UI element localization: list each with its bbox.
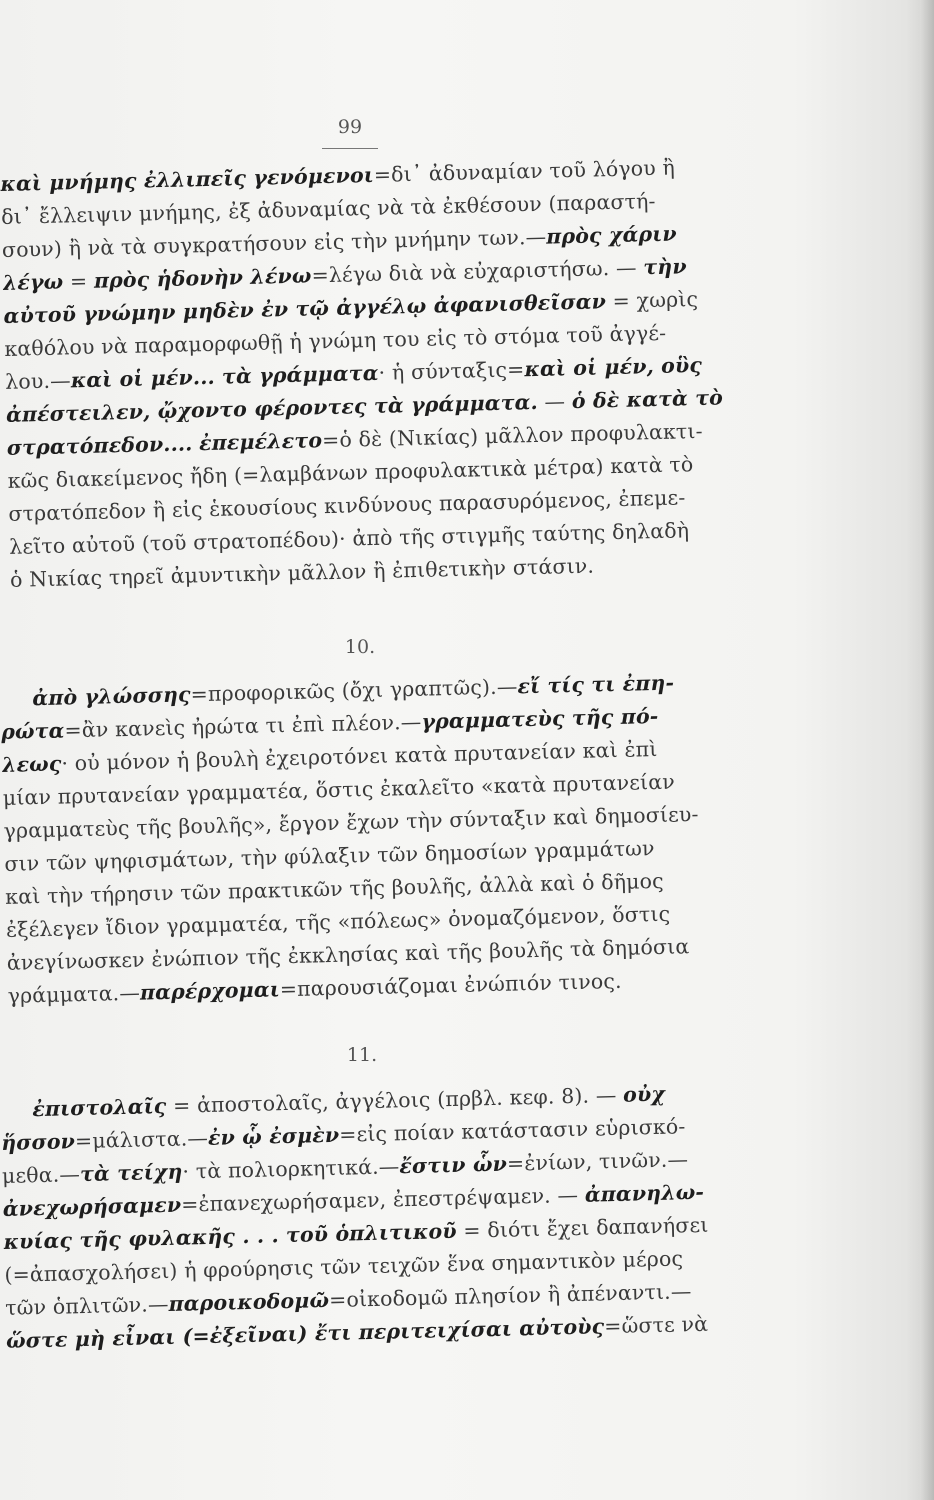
lemma-term: ρώτα bbox=[0, 718, 65, 744]
lemma-term: ἀπὸ γλώσσης bbox=[32, 682, 191, 711]
gloss-text: =ὁ δὲ (Νικίας) μᾶλλον προφυλακτι- bbox=[321, 418, 703, 453]
gloss-text: μεθα.— bbox=[1, 1162, 81, 1188]
gloss-text: γραμματεὺς τῆς βουλῆς», ἔργον ἔχων τὴν σύνταξιν καὶ δημοσίευ- bbox=[3, 801, 699, 843]
lemma-term: παροικοδομῶ bbox=[168, 1288, 330, 1316]
lemma-term: ἐπιστολαῖς bbox=[32, 1093, 167, 1122]
lemma-term: αὐτοῦ γνώμην μηδὲν ἐν τῷ ἀγγέλῳ ἀφανισθεῖσαν bbox=[3, 289, 607, 328]
section-heading-10: 10. bbox=[344, 636, 376, 658]
gloss-text: =οἰκοδομῶ πλησίον ἢ ἀπέναντι.— bbox=[328, 1279, 692, 1313]
lemma-term: ἀπανηλω- bbox=[584, 1179, 705, 1207]
gloss-text: κῶς διακείμενος ἤδη (=λαμβάνων προφυλακτικὰ μέτρα) κατὰ τὸ bbox=[7, 452, 694, 493]
lemma-term: πρὸς ἡδονὴν λένω bbox=[93, 263, 312, 293]
lemma-term: ἔστιν ὧν bbox=[399, 1151, 508, 1179]
section-heading-11: 11. bbox=[346, 1044, 378, 1066]
gloss-text: ὁ Νικίας τηρεῖ ἀμυντικὴν μᾶλλον ἢ ἐπιθετικὴν στάσιν. bbox=[9, 553, 595, 592]
gloss-text: καθόλου νὰ παραμορφωθῇ ἡ γνώμη του εἰς τὸ στόμα τοῦ ἀγγέ- bbox=[4, 320, 667, 361]
gloss-text: =δι᾽ ἀδυναμίαν τοῦ λόγου ἢ bbox=[373, 155, 676, 187]
lemma-term: οὐχ bbox=[622, 1081, 666, 1107]
gloss-text: · τὰ πολιορκητικά.— bbox=[182, 1154, 400, 1184]
lemma-term: καὶ οἱ μέν, οὓς bbox=[524, 352, 703, 382]
gloss-text: = διότι ἔχει δαπανήσει bbox=[456, 1212, 709, 1243]
gloss-text: ἐξέλεγεν ἴδιον γραμματέα, τῆς «πόλεως» ὀνομαζόμενον, ὅστις bbox=[5, 901, 671, 942]
gloss-text: γράμματα.— bbox=[7, 980, 141, 1008]
gloss-text: =ἐνίων, τινῶν.— bbox=[506, 1147, 689, 1176]
gloss-text: λου.— bbox=[4, 368, 72, 394]
gloss-text: — bbox=[537, 389, 573, 414]
lemma-term: στρατόπεδον.... bbox=[6, 431, 193, 460]
gloss-text: · ἡ σύνταξις= bbox=[378, 357, 525, 385]
lemma-term: πρὸς χάριν bbox=[545, 221, 677, 249]
lemma-term: ὥστε μὴ εἶναι (=ἐξεῖναι) ἔτι περιτειχίσαι αὐτοὺς bbox=[5, 1314, 605, 1353]
page-number-rule bbox=[322, 148, 378, 149]
lemma-term: τὴν bbox=[643, 254, 687, 280]
gloss-text: = χωρὶς bbox=[605, 286, 699, 314]
gloss-text: τῶν ὁπλιτῶν.— bbox=[4, 1291, 169, 1320]
lemma-term: παρέρχομαι bbox=[139, 977, 281, 1005]
gloss-text: =ἐπανεχωρήσαμεν, ἐπεστρέψαμεν. — bbox=[180, 1182, 586, 1217]
commentary-block-intro bbox=[0, 150, 762, 597]
gloss-text: =μάλιστα.— bbox=[74, 1125, 209, 1154]
gloss-text: = ἀποστολαῖς, ἀγγέλοις (πρβλ. κεφ. 8). — bbox=[166, 1082, 624, 1118]
gloss-text: καὶ τὴν τήρησιν τῶν πρακτικῶν τῆς βουλῆς, ἀλλὰ καὶ ὁ δῆμος bbox=[4, 868, 665, 909]
gloss-text: = bbox=[62, 268, 95, 294]
gloss-text: =ὥστε νὰ bbox=[603, 1311, 709, 1339]
lemma-term: λεως bbox=[1, 751, 62, 777]
lemma-term: καὶ μνήμης ἐλλιπεῖς γενόμενοι bbox=[0, 162, 375, 196]
lemma-term: ἀνεχωρήσαμεν bbox=[2, 1192, 182, 1221]
lemma-term: κυίας τῆς φυλακῆς . . . τοῦ ὁπλιτικοῦ bbox=[3, 1218, 457, 1254]
gloss-text: =ἂν κανεὶς ἠρώτα τι ἐπὶ πλέον.— bbox=[64, 709, 422, 743]
commentary-block-10 bbox=[0, 665, 760, 1013]
gloss-text: =προφορικῶς (ὄχι γραπτῶς).— bbox=[190, 674, 518, 707]
gloss-text: =λέγω διὰ νὰ εὐχαριστήσω. — bbox=[311, 255, 644, 288]
gloss-text: (=ἀπασχολήσει) ἡ φρούρησις τῶν τειχῶν ἕνα σημαντικὸν μέρος bbox=[4, 1246, 684, 1287]
gloss-text: =παρουσιάζομαι ἐνώπιόν τινος. bbox=[279, 968, 622, 1002]
commentary-block-11 bbox=[0, 1076, 758, 1358]
page-number: 99 bbox=[337, 116, 363, 138]
gloss-text: δι᾽ ἔλλειψιν μνήμης, ἐξ ἀδυναμίας νὰ τὰ ἐκθέσουν (παραστή- bbox=[0, 188, 656, 229]
lemma-term: ἐπεμέλετο bbox=[198, 428, 323, 456]
gloss-text: ἀνεγίνωσκεν ἐνώπιον τῆς ἐκκλησίας καὶ τῆς βουλῆς τὰ δημόσια bbox=[6, 934, 690, 975]
lemma-term: γραμματεὺς τῆς πό- bbox=[421, 703, 659, 734]
lemma-term: καὶ οἱ μέν... τὰ γράμματα bbox=[70, 360, 379, 393]
gloss-text: =εἰς ποίαν κατάστασιν εὑρισκό- bbox=[338, 1114, 686, 1147]
gloss-text: μίαν πρυτανείαν γραμματέα, ὅστις ἐκαλεῖτο «κατὰ πρυτανείαν bbox=[2, 769, 676, 810]
lemma-term: ὁ δὲ κατὰ τὸ bbox=[571, 385, 724, 414]
gloss-text: σουν) ἢ νὰ τὰ συγκρατήσουν εἰς τὴν μνήμην των.— bbox=[1, 224, 547, 262]
gloss-text: · οὐ μόνον ἡ βουλὴ ἐχειροτόνει κατὰ πρυτανείαν καὶ ἐπὶ bbox=[61, 736, 658, 776]
lemma-term: εἴ τίς τι ἐπη- bbox=[517, 670, 675, 699]
lemma-term: ἥσσον bbox=[0, 1129, 76, 1155]
gloss-text: λεῖτο αὐτοῦ (τοῦ στρατοπέδου)· ἀπὸ τῆς στιγμῆς ταύτης δηλαδὴ bbox=[8, 518, 690, 559]
lemma-term: λέγω bbox=[2, 269, 64, 295]
gloss-text: σιν τῶν ψηφισμάτων, τὴν φύλαξιν τῶν δημοσίων γραμμάτων bbox=[4, 836, 655, 876]
lemma-term: ἀπέστειλεν, ᾤχοντο φέροντες τὰ γράμματα. bbox=[5, 389, 539, 427]
gloss-text: στρατόπεδον ἢ εἰς ἑκουσίους κινδύνους παρασυρόμενος, ἐπεμε- bbox=[8, 485, 686, 526]
lemma-term: ἐν ᾧ ἐσμὲν bbox=[207, 1122, 340, 1150]
lemma-term: τὰ τείχη bbox=[79, 1159, 183, 1187]
page-edge bbox=[920, 0, 934, 1500]
